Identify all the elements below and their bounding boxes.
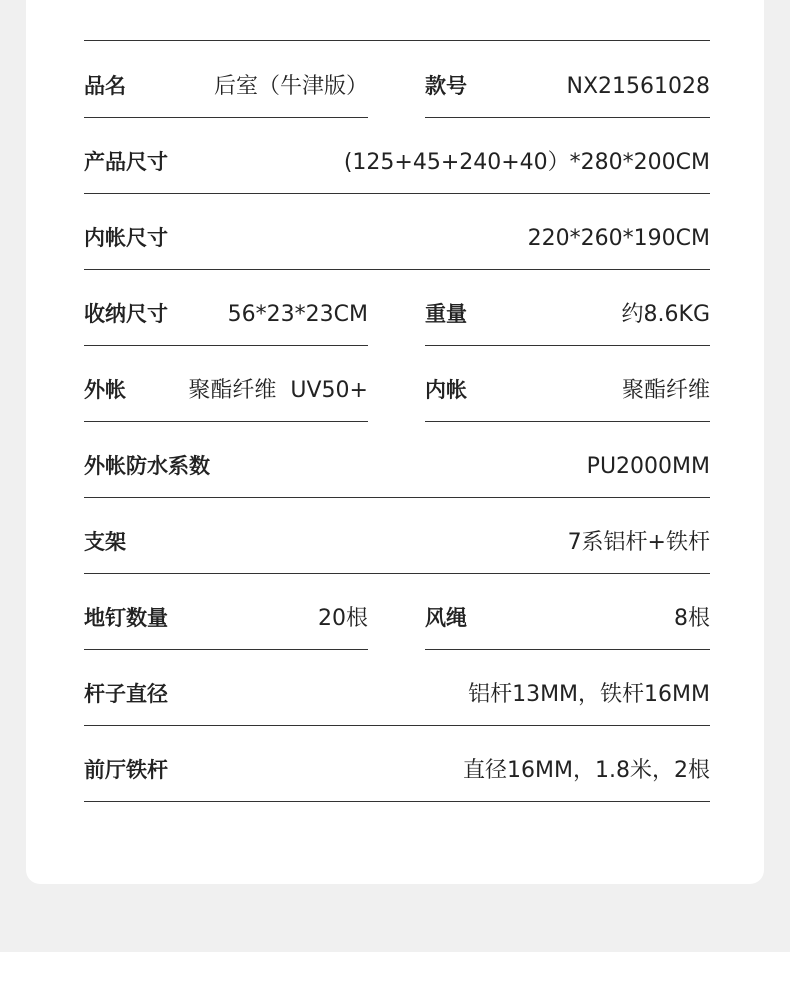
spec-cell-vestibule-poles [84,726,710,802]
spec-row-inner-tent-size [84,194,710,270]
spec-value: 20根 [318,606,368,631]
spec-cell-inner-tent-size [84,194,710,270]
spec-cell-inner-tent [425,346,710,422]
spec-value: 直径16MM，1.8米，2根 [463,758,710,783]
spec-cell-outer-tent [84,346,368,422]
spec-row-pole-diameter [84,650,710,726]
spec-cell-model-number [425,42,710,118]
spec-label: 款号 [425,74,467,98]
spec-value: 铝杆13MM，铁杆16MM [468,682,710,707]
spec-cell-stake-count [84,574,368,650]
spec-value: NX21561028 [566,74,710,99]
spec-cell-weight [425,270,710,346]
spec-row-product-size [84,118,710,194]
spec-row-product-name [84,42,710,118]
spec-label: 外帐防水系数 [84,454,210,478]
spec-row-frame [84,498,710,574]
spec-value: PU2000MM [586,454,710,479]
spec-value: 后室（牛津版） [213,74,368,99]
spec-label: 风绳 [425,606,467,630]
spec-row-vestibule-poles [84,726,710,802]
spec-label: 外帐 [84,378,126,402]
spec-value: 7系铝杆+铁杆 [567,530,710,555]
spec-label: 重量 [425,302,467,326]
spec-cell-pole-diameter [84,650,710,726]
spec-cell-product-size [84,118,710,194]
spec-label: 杆子直径 [84,682,168,706]
spec-value: (125+45+240+40）*280*200CM [343,150,710,175]
spec-label: 收纳尺寸 [84,302,168,326]
spec-row-packed-size [84,270,710,346]
spec-row-waterproof-rating [84,422,710,498]
spec-value: 8根 [674,606,710,631]
spec-cell-product-name [84,42,368,118]
spec-row-stakes-ropes [84,574,710,650]
spec-value: 聚酯纤维 UV50+ [188,378,368,403]
spec-label: 产品尺寸 [84,150,168,174]
spec-cell-frame [84,498,710,574]
spec-label: 内帐尺寸 [84,226,168,250]
spec-value: 约8.6KG [621,302,710,327]
spec-value: 聚酯纤维 [621,378,710,403]
spec-label: 内帐 [425,378,467,402]
top-divider [84,40,710,41]
spec-cell-guy-ropes [425,574,710,650]
spec-row-fabric [84,346,710,422]
spec-label: 前厅铁杆 [84,758,168,782]
spec-value: 56*23*23CM [227,302,368,327]
spec-cell-waterproof-rating [84,422,710,498]
spec-cell-packed-size [84,270,368,346]
spec-label: 支架 [84,530,126,554]
spec-label: 地钉数量 [84,606,168,630]
spec-value: 220*260*190CM [527,226,710,251]
spec-label: 品名 [84,74,126,98]
